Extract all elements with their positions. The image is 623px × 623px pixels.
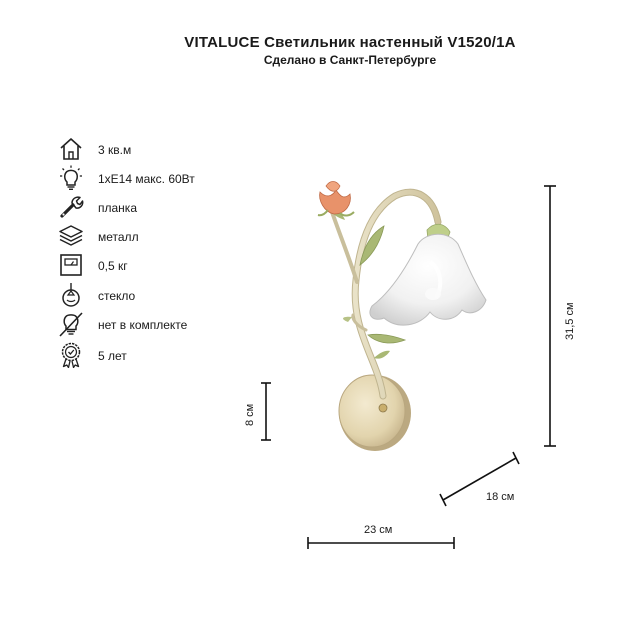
- dimension-base-height-label: 8 см: [244, 403, 256, 426]
- dimension-width-label: 23 см: [364, 524, 393, 536]
- spec-text: 1хЕ14 макс. 60Вт: [98, 172, 195, 186]
- flower-bud: [318, 182, 354, 216]
- spec-text: 0,5 кг: [98, 259, 128, 273]
- page-title: VITALUCE Светильник настенный V1520/1A: [184, 34, 516, 51]
- spec-text: планка: [98, 201, 137, 215]
- page-subtitle: Сделано в Санкт-Петербурге: [263, 53, 437, 67]
- dimension-line-height: [544, 186, 556, 446]
- dimension-height-label: 31,5 см: [564, 302, 576, 340]
- wall-plate: [339, 375, 411, 451]
- spec-text: металл: [98, 230, 139, 244]
- spec-text: нет в комплекте: [98, 318, 188, 332]
- spec-text: 3 кв.м: [98, 143, 132, 157]
- spec-text: 5 лет: [98, 349, 127, 363]
- spec-text: стекло: [98, 289, 136, 303]
- dimension-line-width: [308, 537, 454, 549]
- dimension-line-base-height: [261, 383, 271, 440]
- dimension-depth-label: 18 см: [486, 491, 515, 503]
- glass-shade: [370, 224, 486, 325]
